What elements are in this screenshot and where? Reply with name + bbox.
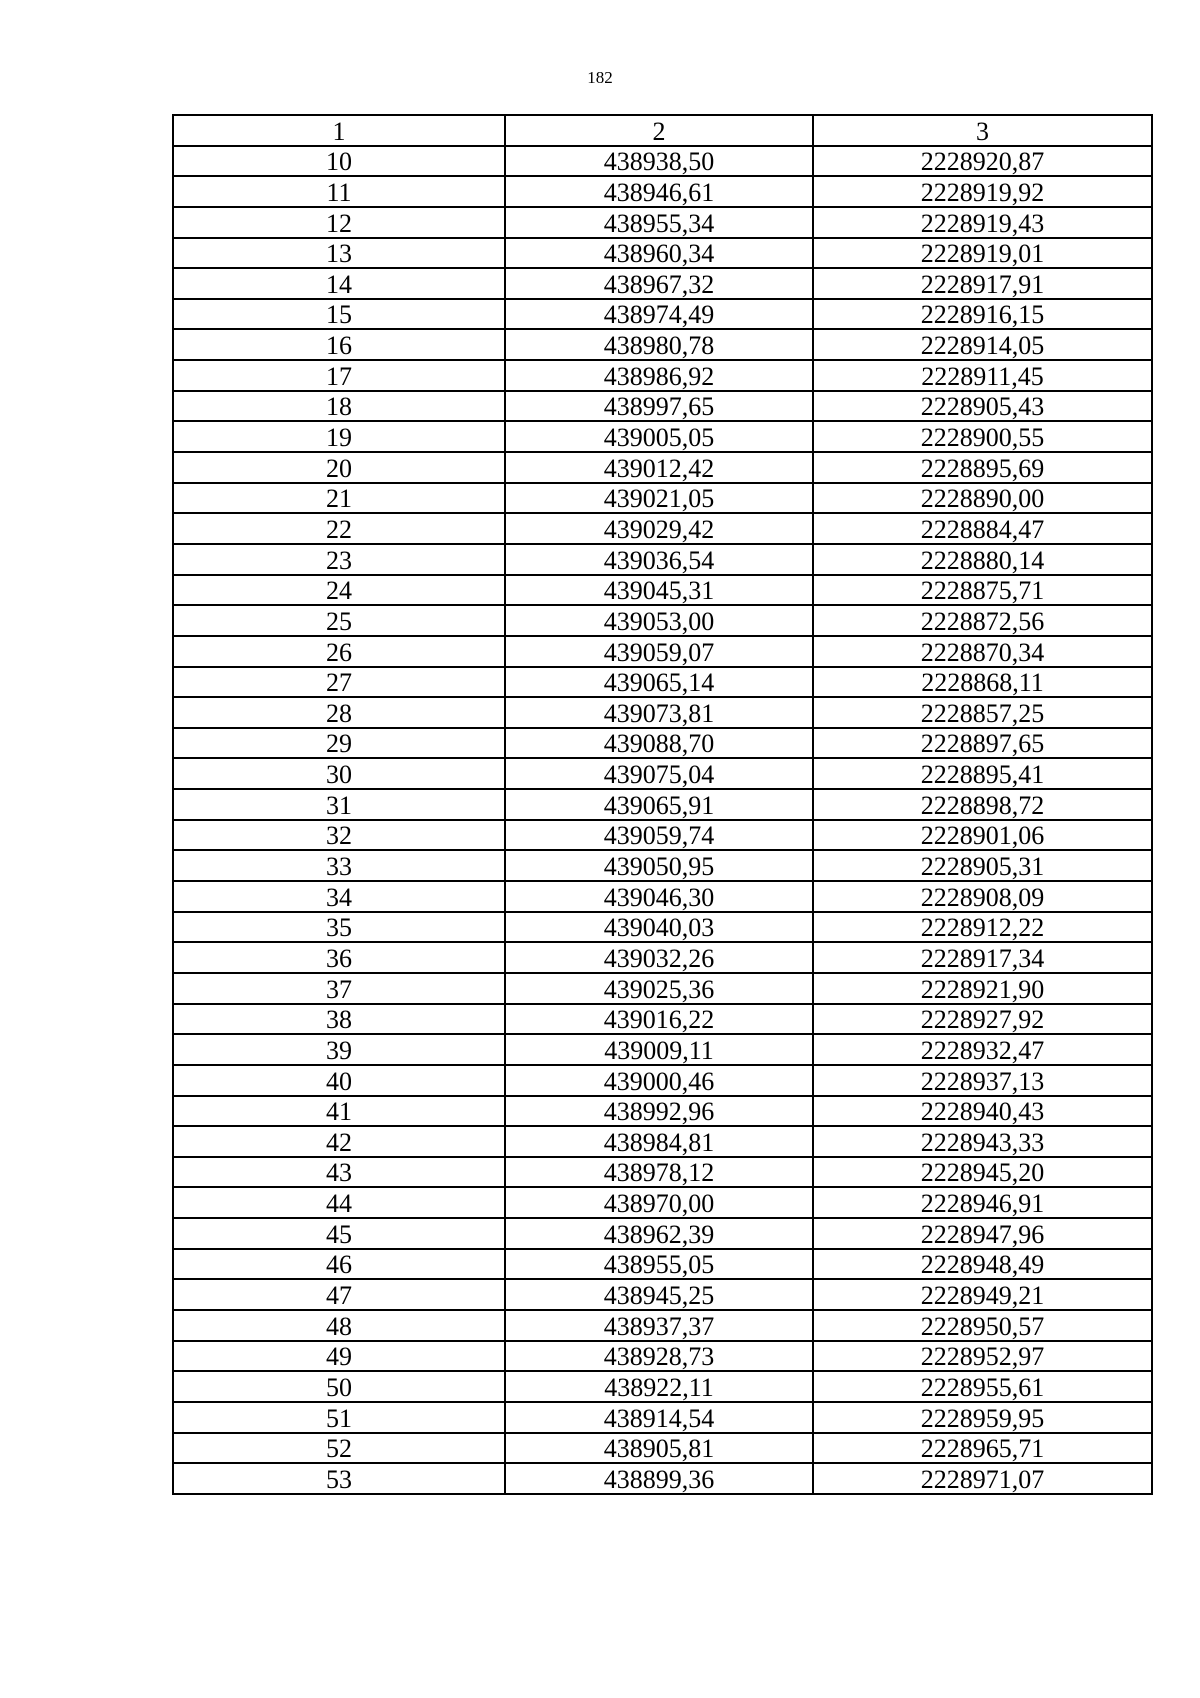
table-row (173, 1402, 1152, 1433)
table-row (173, 1310, 1152, 1341)
y-coordinate-cell: 2228898,72 (813, 789, 1152, 820)
x-coordinate-cell: 438945,25 (505, 1279, 813, 1310)
x-coordinate-cell: 439059,74 (505, 820, 813, 851)
y-coordinate-cell: 2228919,01 (813, 238, 1152, 269)
point-number-cell: 27 (173, 667, 505, 698)
x-coordinate-cell: 438905,81 (505, 1433, 813, 1464)
x-coordinate-cell: 439088,70 (505, 728, 813, 759)
point-number-cell: 46 (173, 1249, 505, 1280)
point-number-cell: 22 (173, 513, 505, 544)
point-number-cell: 21 (173, 483, 505, 514)
x-coordinate-cell: 438955,34 (505, 207, 813, 238)
point-number-cell: 52 (173, 1433, 505, 1464)
point-number-cell: 43 (173, 1157, 505, 1188)
x-coordinate-cell: 438937,37 (505, 1310, 813, 1341)
y-coordinate-cell: 2228919,43 (813, 207, 1152, 238)
point-number-cell: 13 (173, 238, 505, 269)
table-row (173, 1249, 1152, 1280)
point-number-cell: 34 (173, 881, 505, 912)
point-number-cell: 53 (173, 1463, 505, 1494)
x-coordinate-cell: 439053,00 (505, 605, 813, 636)
table-row (173, 912, 1152, 943)
table-row (173, 1034, 1152, 1065)
point-number-cell: 35 (173, 912, 505, 943)
y-coordinate-cell: 2228872,56 (813, 605, 1152, 636)
table-row (173, 636, 1152, 667)
point-number-cell: 19 (173, 421, 505, 452)
table-row (173, 1065, 1152, 1096)
y-coordinate-cell: 2228905,43 (813, 391, 1152, 422)
y-coordinate-cell: 2228890,00 (813, 483, 1152, 514)
table-row (173, 1126, 1152, 1157)
y-coordinate-cell: 2228895,41 (813, 758, 1152, 789)
y-coordinate-cell: 2228908,09 (813, 881, 1152, 912)
x-coordinate-cell: 439050,95 (505, 850, 813, 881)
y-coordinate-cell: 2228927,92 (813, 1004, 1152, 1035)
x-coordinate-cell: 439016,22 (505, 1004, 813, 1035)
x-coordinate-cell: 438914,54 (505, 1402, 813, 1433)
y-coordinate-cell: 2228912,22 (813, 912, 1152, 943)
y-coordinate-cell: 2228949,21 (813, 1279, 1152, 1310)
table-header-row (173, 115, 1152, 146)
y-coordinate-cell: 2228948,49 (813, 1249, 1152, 1280)
table-row (173, 452, 1152, 483)
point-number-cell: 39 (173, 1034, 505, 1065)
y-coordinate-cell: 2228945,20 (813, 1157, 1152, 1188)
y-coordinate-cell: 2228937,13 (813, 1065, 1152, 1096)
table-row (173, 513, 1152, 544)
point-number-cell: 42 (173, 1126, 505, 1157)
point-number-cell: 41 (173, 1096, 505, 1127)
y-coordinate-cell: 2228943,33 (813, 1126, 1152, 1157)
table-row (173, 575, 1152, 606)
x-coordinate-cell: 438997,65 (505, 391, 813, 422)
point-number-cell: 18 (173, 391, 505, 422)
y-coordinate-cell: 2228895,69 (813, 452, 1152, 483)
table-row (173, 1463, 1152, 1494)
x-coordinate-cell: 439005,05 (505, 421, 813, 452)
point-number-cell: 33 (173, 850, 505, 881)
y-coordinate-cell: 2228917,91 (813, 268, 1152, 299)
y-coordinate-cell: 2228950,57 (813, 1310, 1152, 1341)
point-number-cell: 28 (173, 697, 505, 728)
table-row (173, 544, 1152, 575)
table-row (173, 1157, 1152, 1188)
table-row (173, 299, 1152, 330)
table-header (173, 115, 1152, 146)
y-coordinate-cell: 2228920,87 (813, 146, 1152, 177)
y-coordinate-cell: 2228965,71 (813, 1433, 1152, 1464)
point-number-cell: 10 (173, 146, 505, 177)
y-coordinate-cell: 2228946,91 (813, 1187, 1152, 1218)
page-number: 182 (587, 68, 613, 87)
y-coordinate-cell: 2228911,45 (813, 360, 1152, 391)
point-number-cell: 17 (173, 360, 505, 391)
column-header-2: 2 (505, 115, 813, 146)
x-coordinate-cell: 439075,04 (505, 758, 813, 789)
point-number-cell: 15 (173, 299, 505, 330)
table-row (173, 973, 1152, 1004)
x-coordinate-cell: 439040,03 (505, 912, 813, 943)
x-coordinate-cell: 439065,91 (505, 789, 813, 820)
y-coordinate-cell: 2228917,34 (813, 942, 1152, 973)
point-number-cell: 49 (173, 1341, 505, 1372)
y-coordinate-cell: 2228875,71 (813, 575, 1152, 606)
point-number-cell: 32 (173, 820, 505, 851)
column-header-1: 1 (173, 115, 505, 146)
table-row (173, 176, 1152, 207)
x-coordinate-cell: 438928,73 (505, 1341, 813, 1372)
point-number-cell: 50 (173, 1371, 505, 1402)
y-coordinate-cell: 2228868,11 (813, 667, 1152, 698)
y-coordinate-cell: 2228870,34 (813, 636, 1152, 667)
y-coordinate-cell: 2228916,15 (813, 299, 1152, 330)
y-coordinate-cell: 2228952,97 (813, 1341, 1152, 1372)
table-row (173, 881, 1152, 912)
y-coordinate-cell: 2228921,90 (813, 973, 1152, 1004)
point-number-cell: 40 (173, 1065, 505, 1096)
coordinates-table (172, 114, 1153, 1495)
x-coordinate-cell: 438922,11 (505, 1371, 813, 1402)
table-row (173, 605, 1152, 636)
table-body (173, 146, 1152, 1494)
x-coordinate-cell: 439032,26 (505, 942, 813, 973)
table-row (173, 728, 1152, 759)
table-row (173, 268, 1152, 299)
y-coordinate-cell: 2228897,65 (813, 728, 1152, 759)
x-coordinate-cell: 438960,34 (505, 238, 813, 269)
y-coordinate-cell: 2228914,05 (813, 329, 1152, 360)
point-number-cell: 12 (173, 207, 505, 238)
point-number-cell: 38 (173, 1004, 505, 1035)
x-coordinate-cell: 438955,05 (505, 1249, 813, 1280)
point-number-cell: 45 (173, 1218, 505, 1249)
table-row (173, 850, 1152, 881)
x-coordinate-cell: 438967,32 (505, 268, 813, 299)
point-number-cell: 36 (173, 942, 505, 973)
y-coordinate-cell: 2228880,14 (813, 544, 1152, 575)
table-row (173, 360, 1152, 391)
table-row (173, 942, 1152, 973)
x-coordinate-cell: 438970,00 (505, 1187, 813, 1218)
table-row (173, 146, 1152, 177)
x-coordinate-cell: 438938,50 (505, 146, 813, 177)
x-coordinate-cell: 438992,96 (505, 1096, 813, 1127)
x-coordinate-cell: 438946,61 (505, 176, 813, 207)
x-coordinate-cell: 438962,39 (505, 1218, 813, 1249)
table-row (173, 483, 1152, 514)
x-coordinate-cell: 439012,42 (505, 452, 813, 483)
point-number-cell: 20 (173, 452, 505, 483)
x-coordinate-cell: 439059,07 (505, 636, 813, 667)
y-coordinate-cell: 2228900,55 (813, 421, 1152, 452)
table-row (173, 758, 1152, 789)
table-row (173, 329, 1152, 360)
x-coordinate-cell: 438974,49 (505, 299, 813, 330)
y-coordinate-cell: 2228932,47 (813, 1034, 1152, 1065)
table-row (173, 391, 1152, 422)
x-coordinate-cell: 438980,78 (505, 329, 813, 360)
point-number-cell: 26 (173, 636, 505, 667)
table-row (173, 667, 1152, 698)
x-coordinate-cell: 439025,36 (505, 973, 813, 1004)
y-coordinate-cell: 2228940,43 (813, 1096, 1152, 1127)
point-number-cell: 25 (173, 605, 505, 636)
point-number-cell: 51 (173, 1402, 505, 1433)
point-number-cell: 11 (173, 176, 505, 207)
y-coordinate-cell: 2228905,31 (813, 850, 1152, 881)
table-row (173, 1371, 1152, 1402)
point-number-cell: 31 (173, 789, 505, 820)
table-row (173, 697, 1152, 728)
point-number-cell: 37 (173, 973, 505, 1004)
table-row (173, 1433, 1152, 1464)
y-coordinate-cell: 2228955,61 (813, 1371, 1152, 1402)
point-number-cell: 47 (173, 1279, 505, 1310)
point-number-cell: 44 (173, 1187, 505, 1218)
point-number-cell: 24 (173, 575, 505, 606)
table-row (173, 1096, 1152, 1127)
y-coordinate-cell: 2228884,47 (813, 513, 1152, 544)
point-number-cell: 29 (173, 728, 505, 759)
y-coordinate-cell: 2228959,95 (813, 1402, 1152, 1433)
table-row (173, 1004, 1152, 1035)
y-coordinate-cell: 2228947,96 (813, 1218, 1152, 1249)
x-coordinate-cell: 439046,30 (505, 881, 813, 912)
x-coordinate-cell: 439000,46 (505, 1065, 813, 1096)
x-coordinate-cell: 439045,31 (505, 575, 813, 606)
table-row (173, 1341, 1152, 1372)
x-coordinate-cell: 439029,42 (505, 513, 813, 544)
table-row (173, 238, 1152, 269)
column-header-3: 3 (813, 115, 1152, 146)
table-row (173, 1279, 1152, 1310)
y-coordinate-cell: 2228971,07 (813, 1463, 1152, 1494)
y-coordinate-cell: 2228919,92 (813, 176, 1152, 207)
point-number-cell: 14 (173, 268, 505, 299)
x-coordinate-cell: 439021,05 (505, 483, 813, 514)
x-coordinate-cell: 439036,54 (505, 544, 813, 575)
table-row (173, 789, 1152, 820)
point-number-cell: 48 (173, 1310, 505, 1341)
table-row (173, 820, 1152, 851)
x-coordinate-cell: 438984,81 (505, 1126, 813, 1157)
point-number-cell: 23 (173, 544, 505, 575)
table-row (173, 1187, 1152, 1218)
x-coordinate-cell: 439065,14 (505, 667, 813, 698)
y-coordinate-cell: 2228901,06 (813, 820, 1152, 851)
x-coordinate-cell: 439009,11 (505, 1034, 813, 1065)
x-coordinate-cell: 438899,36 (505, 1463, 813, 1494)
point-number-cell: 16 (173, 329, 505, 360)
table-row (173, 421, 1152, 452)
x-coordinate-cell: 439073,81 (505, 697, 813, 728)
y-coordinate-cell: 2228857,25 (813, 697, 1152, 728)
table-row (173, 207, 1152, 238)
table-row (173, 1218, 1152, 1249)
x-coordinate-cell: 438986,92 (505, 360, 813, 391)
point-number-cell: 30 (173, 758, 505, 789)
x-coordinate-cell: 438978,12 (505, 1157, 813, 1188)
